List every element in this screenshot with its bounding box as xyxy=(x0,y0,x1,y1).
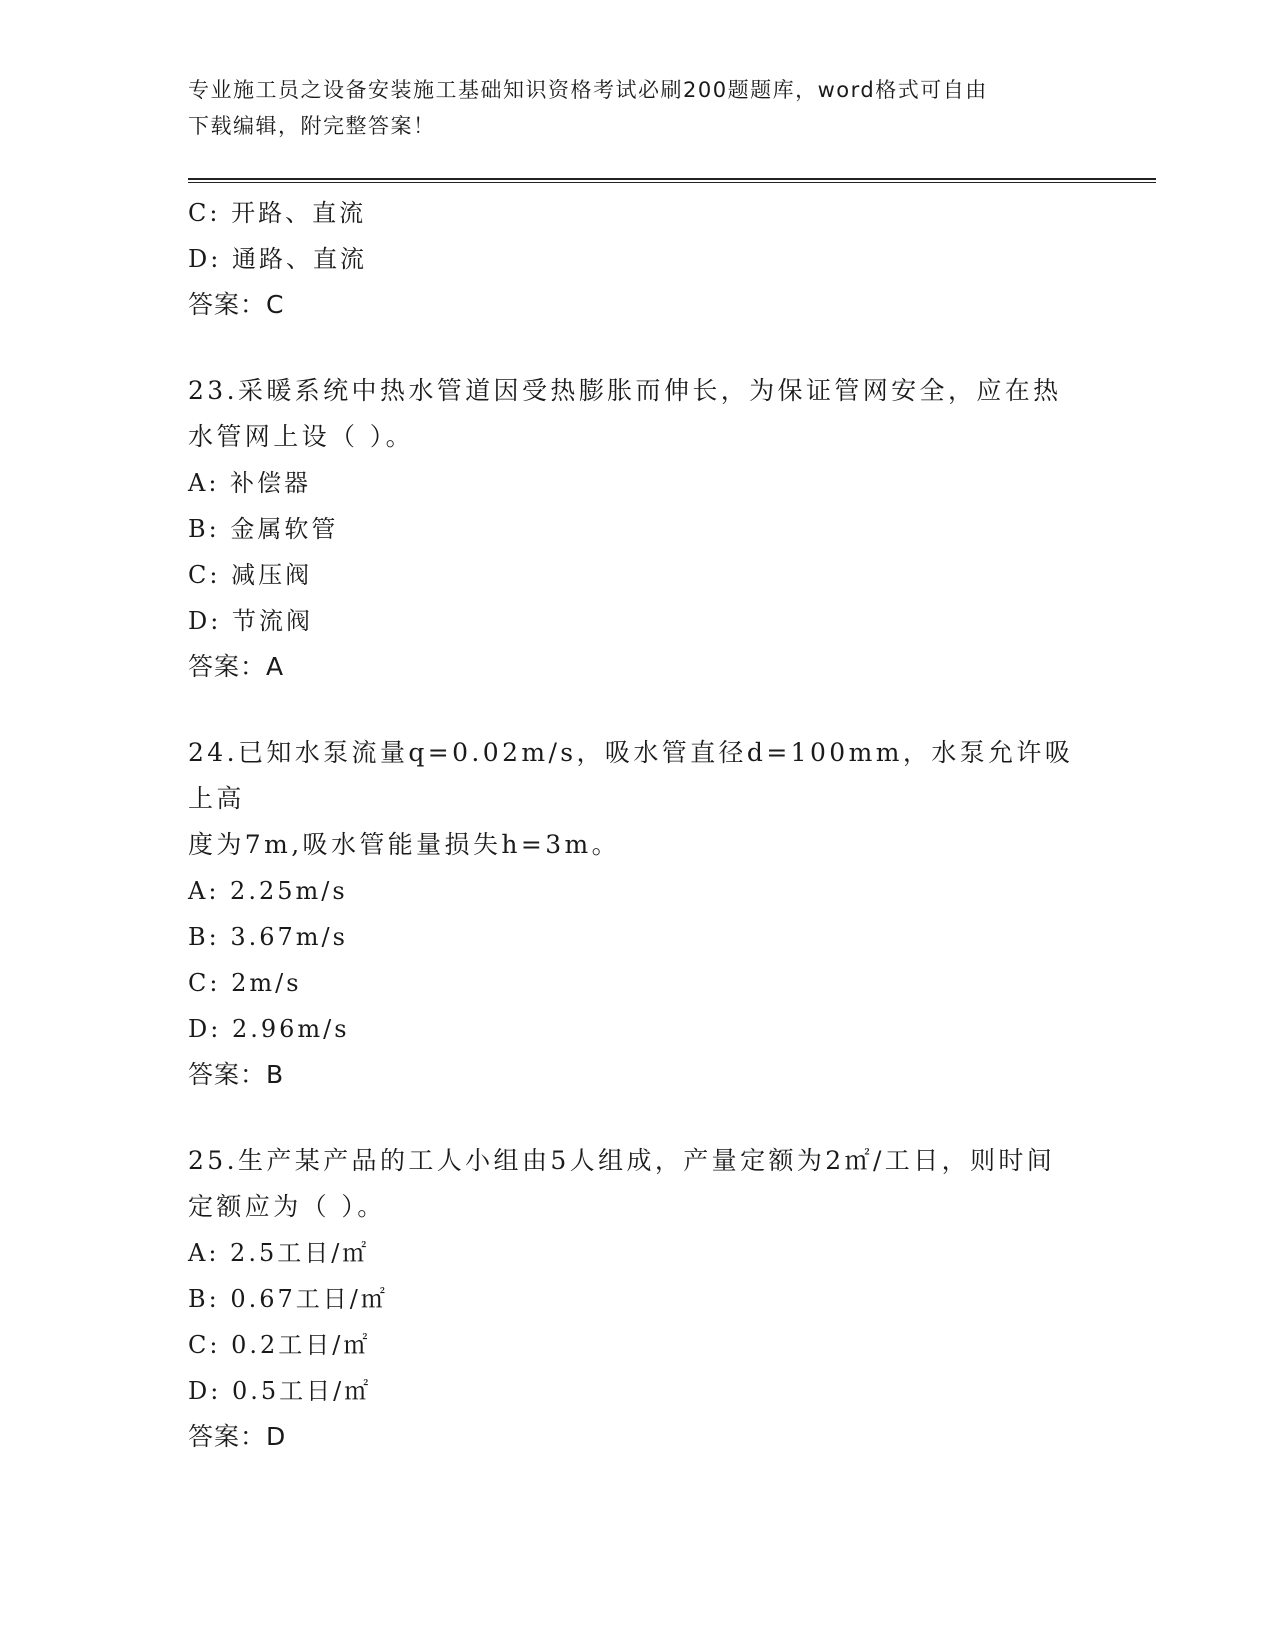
header-divider xyxy=(188,178,1156,183)
option-b: B: 3.67m/s xyxy=(188,923,348,951)
answer-line: 答案：C xyxy=(188,290,285,319)
question-text-line-2: 水管网上设（ ）。 xyxy=(188,422,415,451)
option-c: C: 0.2工日/㎡ xyxy=(188,1331,371,1359)
question-text-line-1: 24.已知水泵流量q=0.02m/s，吸水管直径d=100mm，水泵允许吸上高 xyxy=(188,738,1074,813)
option-a: A: 补偿器 xyxy=(188,469,312,497)
option-b: B: 0.67工日/㎡ xyxy=(188,1285,388,1313)
option-c: C: 2m/s xyxy=(188,969,302,997)
question-text-line-2: 定额应为（ ）。 xyxy=(188,1192,386,1221)
option-d: D: 通路、直流 xyxy=(188,245,367,273)
header-line-1: 专业施工员之设备安装施工基础知识资格考试必刷200题题库，word格式可自由 xyxy=(188,78,988,102)
option-b: B: 金属软管 xyxy=(188,515,339,543)
answer-line: 答案：D xyxy=(188,1422,287,1451)
question-text xyxy=(188,730,1088,868)
option-c: C: 开路、直流 xyxy=(188,199,367,227)
question-text xyxy=(188,368,1088,460)
question-text-line-1: 23.采暖系统中热水管道因受热膨胀而伸长，为保证管网安全，应在热 xyxy=(188,376,1062,405)
previous-question-tail xyxy=(188,190,1088,328)
question-text-line-1: 25.生产某产品的工人小组由5人组成，产量定额为2㎡/工日，则时间 xyxy=(188,1146,1056,1175)
option-a: A: 2.25m/s xyxy=(188,877,348,905)
answer-line: 答案：B xyxy=(188,1060,285,1089)
question-24 xyxy=(188,730,1088,1098)
question-25 xyxy=(188,1138,1088,1460)
answer-line: 答案：A xyxy=(188,652,285,681)
option-c: C: 减压阀 xyxy=(188,561,313,589)
document-header xyxy=(188,72,1088,144)
document-body xyxy=(188,190,1088,1460)
header-line-2: 下载编辑，附完整答案！ xyxy=(188,114,436,138)
option-d: D: 节流阀 xyxy=(188,607,313,635)
option-a: A: 2.5工日/㎡ xyxy=(188,1239,370,1267)
option-d: D: 2.96m/s xyxy=(188,1015,350,1043)
question-23 xyxy=(188,368,1088,690)
question-text xyxy=(188,1138,1088,1230)
option-d: D: 0.5工日/㎡ xyxy=(188,1377,372,1405)
question-text-line-2: 度为7m,吸水管能量损失h=3m。 xyxy=(188,830,621,859)
